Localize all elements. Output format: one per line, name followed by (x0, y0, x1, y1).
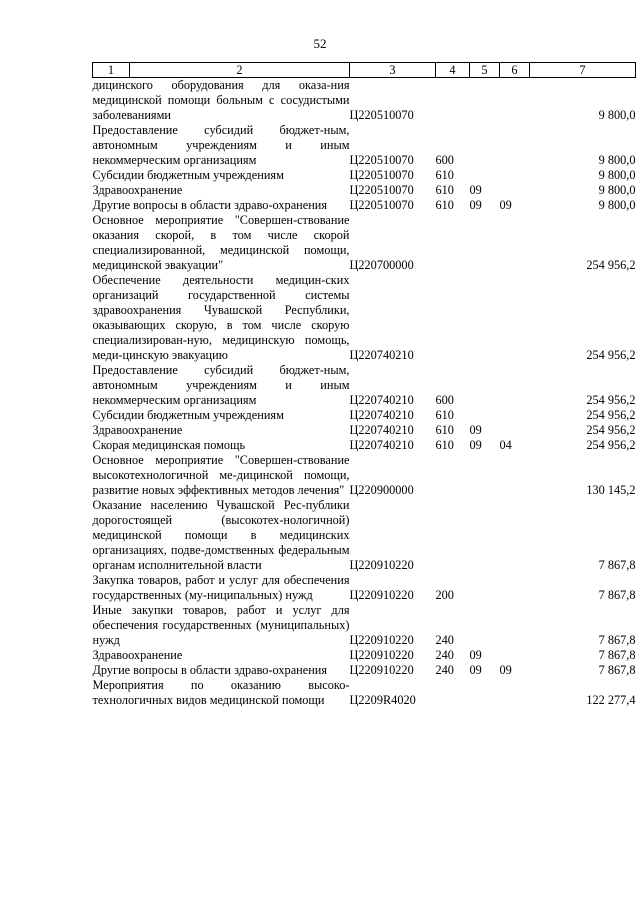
row-section (470, 453, 500, 498)
row-section (470, 78, 500, 124)
row-section: 09 (469, 663, 482, 677)
row-subsection (500, 123, 530, 168)
row-code: Ц220740210 (349, 393, 414, 407)
row-amount: 130 145,2 (586, 483, 636, 497)
row-amount: 7 867,8 (598, 648, 636, 662)
row-description: Здравоохранение (92, 423, 183, 437)
row-description: Другие вопросы в области здраво-охранения (92, 663, 328, 677)
row-description: Предоставление субсидий бюджет-ным, автономным учреждениям и иным некоммерческим организациям (92, 123, 350, 167)
row-amount: 9 800,0 (598, 108, 636, 122)
row-section (470, 273, 500, 363)
row-description: Скорая медицинская помощь (92, 438, 246, 452)
row-amount: 9 800,0 (598, 198, 636, 212)
row-expense-type: 610 (435, 438, 454, 452)
row-subsection (500, 678, 530, 708)
row-section (470, 498, 500, 573)
table-row (93, 678, 636, 708)
row-expense-type: 610 (435, 168, 454, 182)
row-amount: 254 956,2 (586, 258, 636, 272)
row-code: Ц220740210 (349, 423, 414, 437)
table-row (93, 453, 636, 498)
row-code: Ц220900000 (349, 483, 414, 497)
table-header (93, 63, 636, 78)
row-code: Ц220910220 (349, 663, 414, 677)
row-description: Здравоохранение (92, 648, 183, 662)
row-description: Основное мероприятие "Совершен-ствование высокотехнологичной ме-дицинской помощи, развитие новых эффективных методов лечения" (92, 453, 350, 497)
row-section: 09 (469, 423, 482, 437)
table-row (93, 363, 636, 408)
row-amount: 9 800,0 (598, 183, 636, 197)
table-row (93, 183, 636, 198)
row-expense-type: 200 (435, 588, 454, 602)
row-subsection (500, 408, 530, 423)
row-amount: 254 956,2 (586, 393, 636, 407)
row-description: Предоставление субсидий бюджет-ным, автономным учреждениям и иным некоммерческим организациям (92, 363, 350, 407)
row-expense-type: 600 (435, 393, 454, 407)
row-amount: 7 867,8 (598, 588, 636, 602)
column-header-3: 3 (350, 63, 436, 78)
row-expense-type (436, 453, 470, 498)
table-row (93, 408, 636, 423)
row-amount: 254 956,2 (586, 423, 636, 437)
row-section: 09 (469, 198, 482, 212)
row-description: Субсидии бюджетным учреждениям (92, 168, 284, 182)
row-subsection (500, 423, 530, 438)
row-code: Ц2209R4020 (349, 693, 416, 707)
table-row (93, 123, 636, 168)
row-description: Здравоохранение (92, 183, 183, 197)
row-code: Ц220910220 (349, 648, 414, 662)
row-code: Ц220910220 (349, 633, 414, 647)
row-section (470, 363, 500, 408)
table-row (93, 213, 636, 273)
row-description: Закупка товаров, работ и услуг для обеспечения государственных (му-ниципальных) нужд (92, 573, 350, 602)
row-subsection (500, 363, 530, 408)
row-section (470, 213, 500, 273)
table-row (93, 603, 636, 648)
row-section (470, 573, 500, 603)
row-code: Ц220510070 (349, 153, 414, 167)
table-row (93, 168, 636, 183)
row-code: Ц220740210 (349, 438, 414, 452)
row-amount: 254 956,2 (586, 408, 636, 422)
row-subsection (500, 603, 530, 648)
row-subsection (500, 453, 530, 498)
table-row (93, 438, 636, 453)
column-header-4: 4 (436, 63, 470, 78)
row-expense-type: 610 (435, 408, 454, 422)
row-description: Другие вопросы в области здраво-охранения (92, 198, 328, 212)
table-row (93, 498, 636, 573)
table-row (93, 78, 636, 124)
column-header-6: 6 (500, 63, 530, 78)
row-code: Ц220740210 (349, 348, 414, 362)
row-section (470, 168, 500, 183)
row-amount: 9 800,0 (598, 168, 636, 182)
row-subsection (500, 183, 530, 198)
row-section (470, 678, 500, 708)
row-description: Основное мероприятие "Совершен-ствование оказания скорой, в том числе скорой специализированной, медицинской помощи, медицинской эвакуации" (92, 213, 350, 272)
table-row (93, 198, 636, 213)
row-description: Мероприятия по оказанию высоко-технологичных видов медицинской помощи (92, 678, 350, 707)
row-code: Ц220510070 (349, 108, 414, 122)
row-code: Ц220910220 (349, 558, 414, 572)
row-section (470, 603, 500, 648)
column-header-7: 7 (530, 63, 636, 78)
table-row (93, 648, 636, 663)
page-number: 52 (313, 36, 327, 51)
header-row (93, 63, 636, 78)
row-amount: 254 956,2 (586, 348, 636, 362)
column-header-5: 5 (470, 63, 500, 78)
row-expense-type: 240 (435, 663, 454, 677)
row-description: Оказание населению Чувашской Рес-публики дорогостоящей (высокотех-нологичной) медицинской помощи в медицинских организациях, подве-домственных федеральным органам исполнительной власти (92, 498, 350, 572)
row-amount: 7 867,8 (598, 633, 636, 647)
row-subsection: 09 (499, 663, 512, 677)
row-expense-type: 610 (435, 423, 454, 437)
row-subsection (500, 573, 530, 603)
row-code: Ц220510070 (349, 183, 414, 197)
row-code: Ц220740210 (349, 408, 414, 422)
row-expense-type (436, 213, 470, 273)
row-description: Субсидии бюджетным учреждениям (92, 408, 284, 422)
row-amount: 7 867,8 (598, 558, 636, 572)
row-expense-type (436, 498, 470, 573)
row-subsection: 09 (499, 198, 512, 212)
row-expense-type (436, 678, 470, 708)
row-subsection (500, 273, 530, 363)
row-section: 09 (469, 648, 482, 662)
row-expense-type: 610 (435, 183, 454, 197)
row-expense-type (436, 78, 470, 124)
row-code: Ц220510070 (349, 168, 414, 182)
row-section: 09 (469, 183, 482, 197)
table-row (93, 663, 636, 678)
row-subsection: 04 (499, 438, 512, 452)
table-body (93, 78, 636, 709)
row-expense-type: 610 (435, 198, 454, 212)
row-amount: 254 956,2 (586, 438, 636, 452)
row-expense-type: 240 (435, 633, 454, 647)
row-code: Ц220910220 (349, 588, 414, 602)
table-row (93, 573, 636, 603)
row-expense-type (436, 273, 470, 363)
budget-table (92, 62, 636, 708)
row-section (470, 123, 500, 168)
row-code: Ц220510070 (349, 198, 414, 212)
row-amount: 122 277,4 (586, 693, 636, 707)
table-row (93, 423, 636, 438)
column-header-2: 2 (130, 63, 350, 78)
row-section (470, 408, 500, 423)
row-expense-type: 600 (435, 153, 454, 167)
row-code: Ц220700000 (349, 258, 414, 272)
row-description: Обеспечение деятельности медицин-ских организаций государственной системы здравоохранения Чувашской Республики, оказывающих скорую, в том числе скорую специализирован-ную, медицинскую помощь, меди-цинскую эвакуацию (92, 273, 350, 362)
row-subsection (500, 78, 530, 124)
row-subsection (500, 498, 530, 573)
row-subsection (500, 648, 530, 663)
row-amount: 7 867,8 (598, 663, 636, 677)
row-description: Иные закупки товаров, работ и услуг для обеспечения государственных (муниципальных) нужд (92, 603, 350, 647)
row-amount: 9 800,0 (598, 153, 636, 167)
row-description: дицинского оборудования для оказа-ния медицинской помощи больным с сосудистыми заболеваниями (92, 78, 350, 122)
table-row (93, 273, 636, 363)
row-section: 09 (469, 438, 482, 452)
row-subsection (500, 213, 530, 273)
column-header-1: 1 (93, 63, 130, 78)
row-expense-type: 240 (435, 648, 454, 662)
row-subsection (500, 168, 530, 183)
